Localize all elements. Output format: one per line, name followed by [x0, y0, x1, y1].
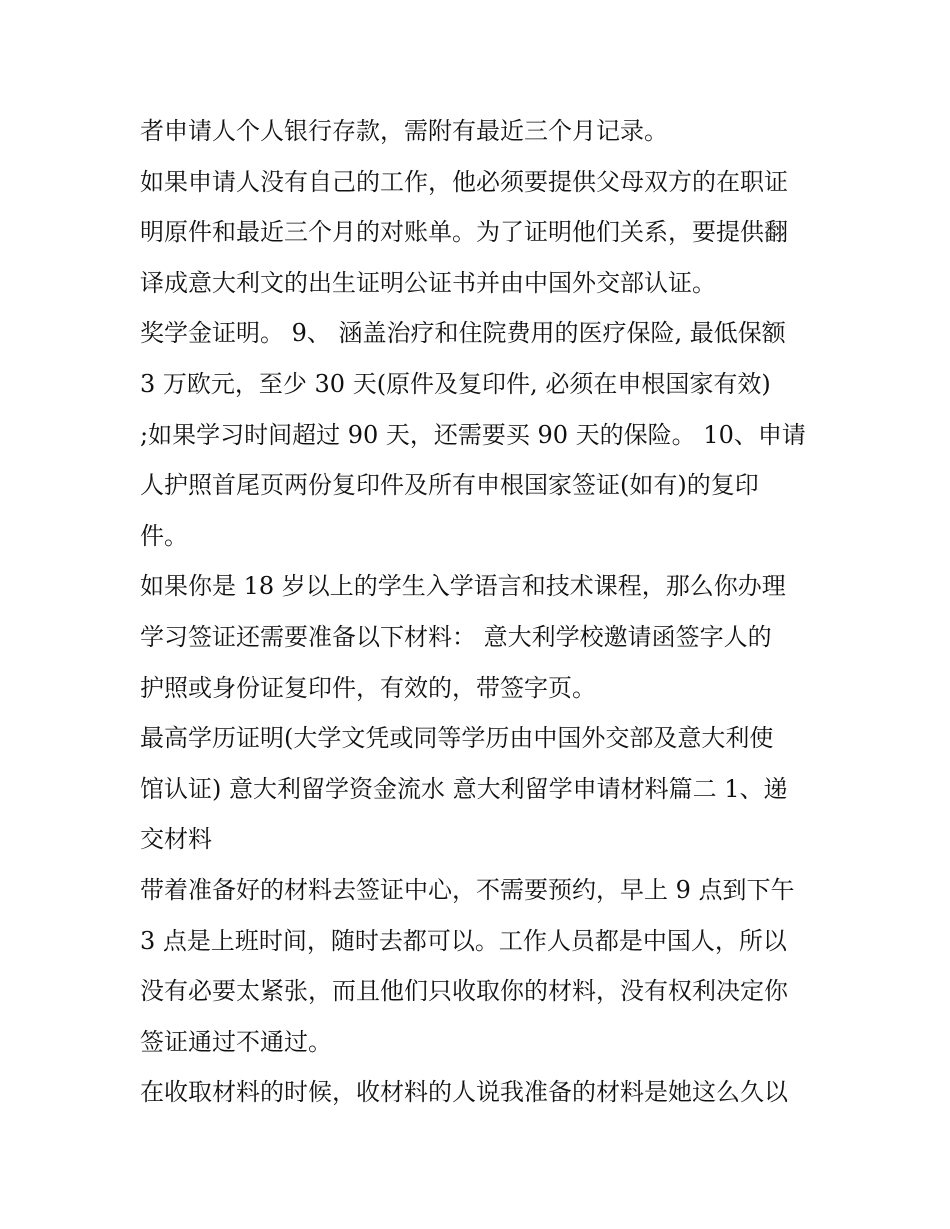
text-line: 馆认证) 意大利留学资金流水 意大利留学申请材料篇二 1、递 — [140, 774, 788, 803]
text-line: 没有必要太紧张，而且他们只收取你的材料，没有权利决定你 — [140, 977, 788, 1006]
text-line: 如果申请人没有自己的工作，他必须要提供父母双方的在职证 — [140, 167, 788, 196]
text-line: 学习签证还需要准备以下材料： 意大利学校邀请函签字人的 — [140, 622, 772, 651]
text-line: 带着准备好的材料去签证中心，不需要预约，早上 9 点到下午 — [140, 875, 795, 904]
text-line: 译成意大利文的出生证明公证书并由中国外交部认证。 — [140, 268, 716, 297]
text-line: 3 点是上班时间，随时去都可以。工作人员都是中国人，所以 — [140, 926, 787, 955]
text-line: 明原件和最近三个月的对账单。为了证明他们关系，要提供翻 — [140, 218, 788, 247]
text-line: 人护照首尾页两份复印件及所有申根国家签证(如有)的复印 — [140, 471, 759, 500]
text-line: 奖学金证明。 9、 涵盖治疗和住院费用的医疗保险, 最低保额 — [140, 319, 786, 348]
text-line: ;如果学习时间超过 90 天，还需要买 90 天的保险。 10、申请 — [140, 420, 806, 449]
text-line: 最高学历证明(大学文凭或同等学历由中国外交部及意大利使 — [140, 724, 774, 753]
document-body — [140, 106, 820, 1118]
text-line: 签证通过不通过。 — [140, 1027, 332, 1056]
text-line: 交材料 — [140, 825, 212, 854]
text-line: 如果你是 18 岁以上的学生入学语言和技术课程，那么你办理 — [140, 572, 786, 601]
text-line: 者申请人个人银行存款，需附有最近三个月记录。 — [140, 117, 668, 145]
text-line: 3 万欧元，至少 30 天(原件及复印件, 必须在申根国家有效) — [140, 369, 771, 398]
text-line: 护照或身份证复印件，有效的，带签字页。 — [140, 673, 596, 702]
text-line: 在收取材料的时候，收材料的人说我准备的材料是她这么久以 — [140, 1078, 788, 1107]
text-line: 件。 — [140, 521, 188, 550]
